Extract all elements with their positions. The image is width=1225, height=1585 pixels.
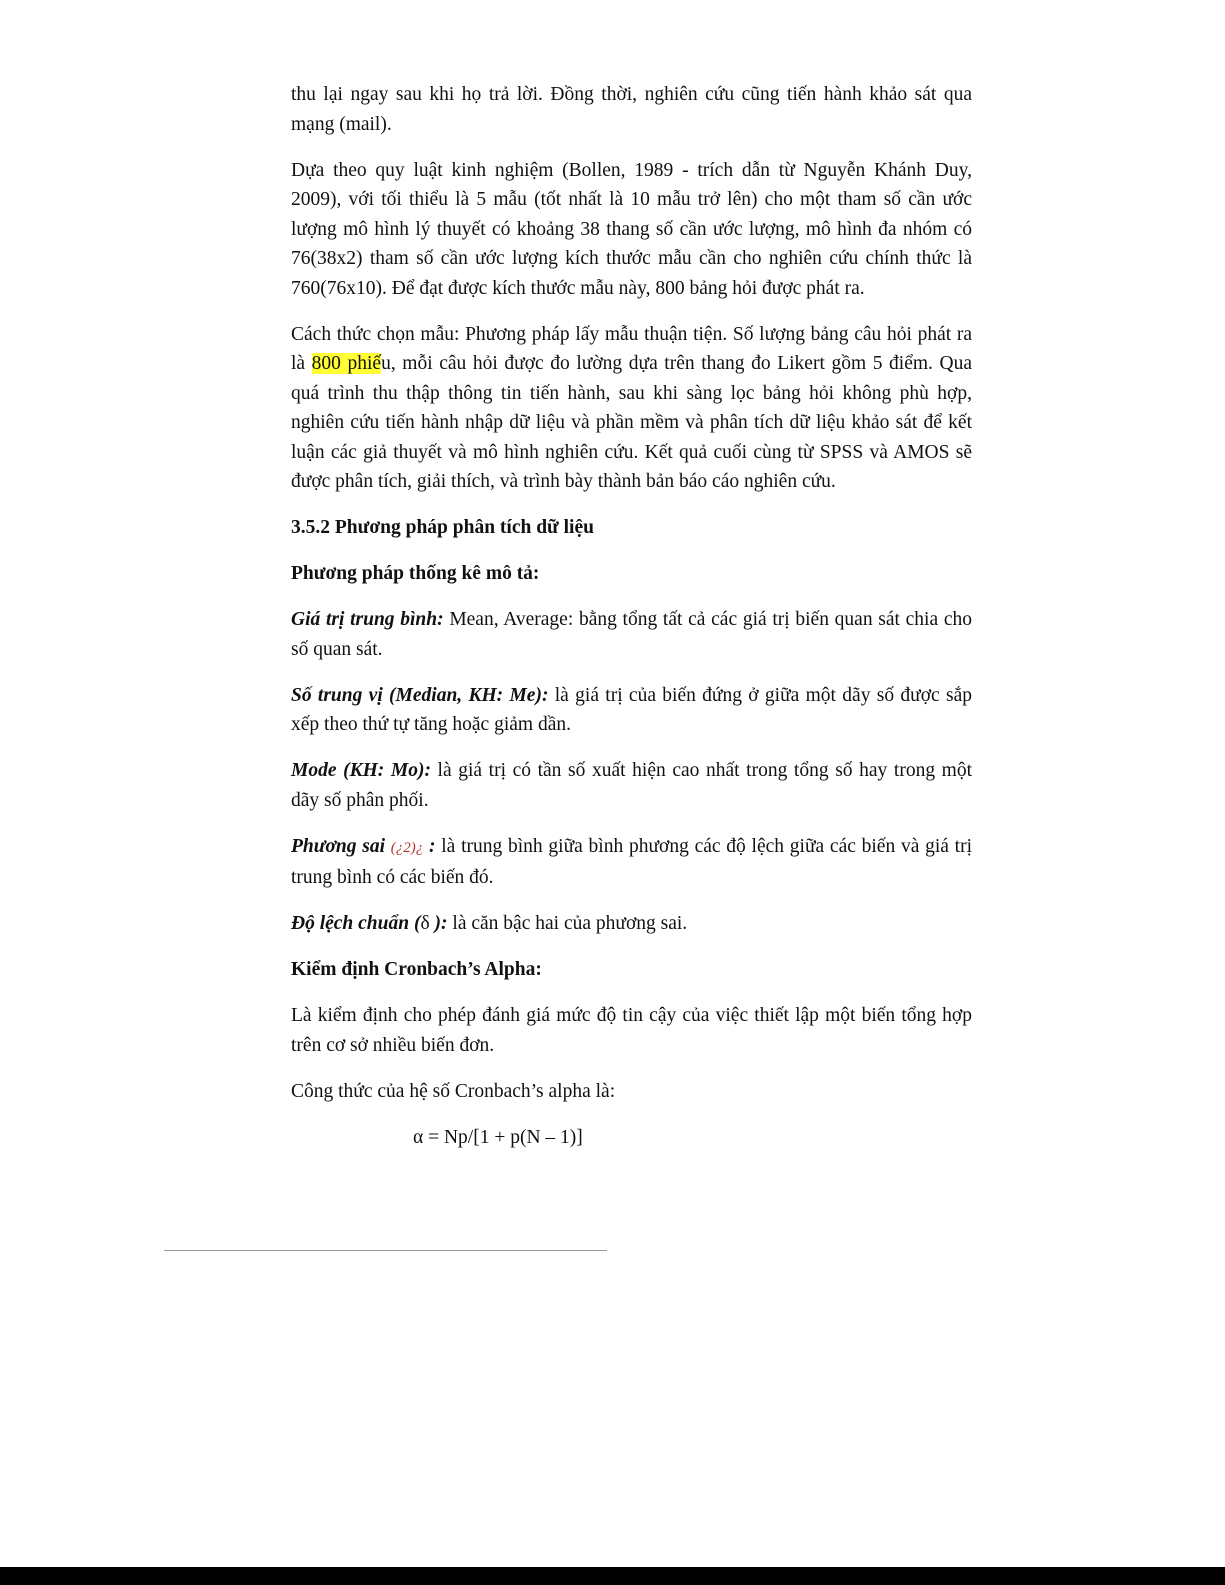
paragraph-mean bbox=[291, 605, 972, 664]
subheading-cronbach-alpha: Kiểm định Cronbach’s Alpha: bbox=[291, 959, 542, 980]
term-variance: Phương sai bbox=[291, 835, 386, 857]
sampling-text-after: u, mỗi câu hỏi được đo lường dựa trên thang đo Likert gồm 5 điểm. Qua quá trình thu thập thông tin tiến hành, sau khi sàng lọc bảng hỏi không phù hợp, nghiên cứu tiến hành nhập dữ liệu và phần mềm và phân tích dữ liệu khảo sát để kết luận các giả thuyết và mô hình nghiên cứu. Kết quả cuối cùng từ SPSS và AMOS sẽ được phân tích, giải thích, và trình bày thành bản báo cáo nghiên cứu. bbox=[291, 353, 972, 492]
paragraph-median bbox=[291, 681, 972, 740]
definition-median: là giá trị của biến đứng ở giữa một dãy số được sắp xếp theo thứ tự tăng hoặc giảm dần. bbox=[291, 684, 972, 735]
term-stddev: Độ lệch chuẩn ( bbox=[291, 913, 421, 934]
paragraph-stddev bbox=[291, 909, 972, 939]
cronbach-formula: α = Np/[1 + p(N – 1)] bbox=[413, 1126, 583, 1148]
definition-mean: Mean, Average: bằng tổng tất cả các giá trị biến quan sát chia cho số quan sát. bbox=[291, 609, 972, 660]
section-heading-3-5-2: 3.5.2 Phương pháp phân tích dữ liệu bbox=[291, 517, 594, 538]
term-mean: Giá trị trung bình: bbox=[291, 609, 444, 630]
paragraph-sampling-method bbox=[291, 320, 972, 497]
sampling-text-before: Cách thức chọn mẫu: Phương pháp lấy mẫu thuận tiện. Số lượng bảng câu hỏi phát ra là bbox=[291, 323, 972, 374]
stddev-symbol: δ bbox=[420, 913, 430, 934]
footnote-separator bbox=[164, 1250, 607, 1251]
paragraph-sample-size: Dựa theo quy luật kinh nghiệm (Bollen, 1989 - trích dẫn từ Nguyễn Khánh Duy, 2009), với tối thiểu là 5 mẫu (tốt nhất là 10 mẫu trở lên) cho một tham số cần ước lượng mô hình lý thuyết có khoảng 38 thang số cần ước lượng, mô hình đa nhóm có 76(38x2) tham số cần ước lượng kích thước mẫu cần cho nghiên cứu chính thức là 760(76x10). Để đạt được kích thước mẫu này, 800 bảng hỏi được phát ra. bbox=[291, 159, 972, 299]
term-median: Số trung vị (Median, KH: Me): bbox=[291, 684, 549, 706]
subheading-descriptive-stats: Phương pháp thống kê mô tả: bbox=[291, 563, 540, 584]
variance-colon: : bbox=[423, 835, 436, 857]
definition-variance: là trung bình giữa bình phương các độ lệch giữa các biến và giá trị trung bình có các biến đó. bbox=[291, 835, 972, 888]
bottom-edge-bar bbox=[0, 1567, 1225, 1585]
paragraph-variance bbox=[291, 832, 972, 893]
paragraph-cronbach: Là kiểm định cho phép đánh giá mức độ tin cậy của việc thiết lập một biến tổng hợp trên cơ sở nhiều biến đơn. bbox=[291, 1005, 972, 1056]
paragraph-mode bbox=[291, 756, 972, 815]
term-mode: Mode (KH: Mo): bbox=[291, 760, 431, 781]
definition-mode: là giá trị có tần số xuất hiện cao nhất trong tổng số hay trong một dãy số phân phối. bbox=[291, 760, 973, 811]
highlighted-text: 800 phiế bbox=[311, 353, 382, 374]
document-body bbox=[291, 80, 972, 1169]
paragraph-formula-intro: Công thức của hệ số Cronbach’s alpha là: bbox=[291, 1080, 616, 1102]
term-stddev-end: ): bbox=[429, 913, 448, 934]
variance-symbol: (¿2)¿ bbox=[390, 839, 424, 856]
definition-stddev: là căn bậc hai của phương sai. bbox=[447, 913, 688, 934]
paragraph-survey-collection: thu lại ngay sau khi họ trả lời. Đồng thời, nghiên cứu cũng tiến hành khảo sát qua mạng (mail). bbox=[291, 84, 972, 135]
